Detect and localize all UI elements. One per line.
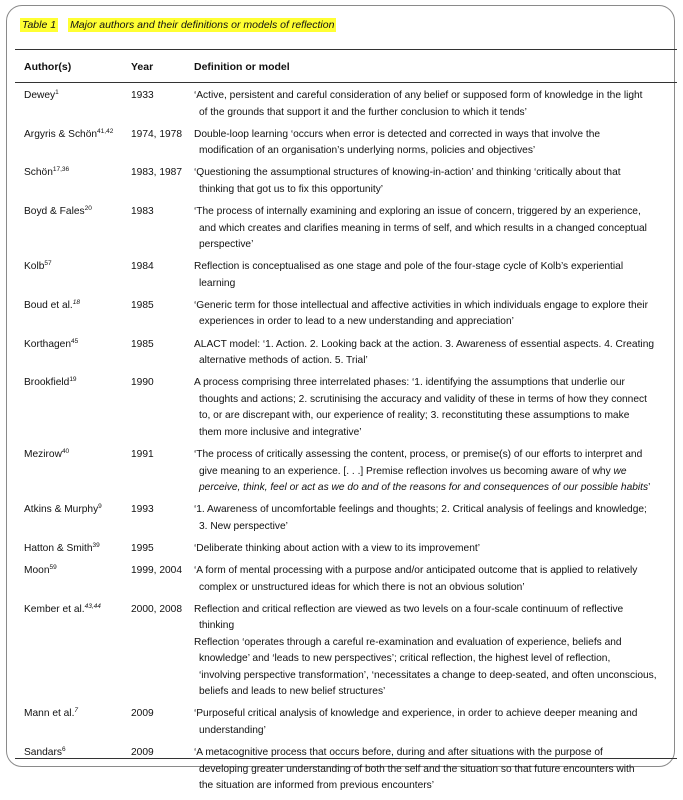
year-cell: 1974, 1978: [131, 128, 182, 140]
reference-superscript: 18: [72, 298, 80, 306]
definition-line: understanding’: [199, 724, 266, 736]
author-name: Mann et al.: [24, 708, 75, 720]
definition-cell: [194, 447, 678, 497]
definition-cell: [194, 259, 678, 292]
definition-line: ‘The process of internally examining and exploring an issue of concern, triggered by an experience,: [194, 206, 641, 218]
definition-line: them more inclusive and integrative’: [199, 426, 362, 438]
year-cell: 1985: [131, 299, 154, 311]
definition-line: modification of an organisation’s underlying norms, policies and objectives’: [199, 145, 536, 157]
author-cell: [24, 563, 128, 580]
author-name: Mezirow: [24, 449, 62, 460]
author-cell: [24, 602, 128, 619]
definition-line: knowledge’ and ‘leads to new perspectives’; critical reflection, the highest level of reflection,: [199, 653, 611, 665]
definition-line: experiences in order to lead to a new understanding and appreciation’: [199, 316, 514, 328]
author-cell: [24, 127, 128, 144]
definition-line: thinking: [199, 620, 235, 632]
definition-cell: [194, 127, 678, 160]
definition-line: ‘1. Awareness of uncomfortable feelings and thoughts; 2. Critical analysis of feelings and knowledge;: [194, 504, 647, 516]
author-cell: [24, 375, 128, 392]
header-author: Author(s): [24, 61, 72, 73]
table-row: [0, 563, 683, 602]
definition-line: ‘A form of mental processing with a purpose and/or anticipated outcome that is applied to relatively: [194, 565, 638, 577]
definition-line: ‘involving perspective transformation’, ‘necessitates a change to deep-seated, and often unconscious,: [199, 669, 657, 681]
definition-line: Double-loop learning ‘occurs when error is detected and corrected in ways that involve the: [194, 128, 601, 140]
definition-line: learning: [199, 277, 236, 289]
definition-line: to, or are discrepant with, our experience of reality; 3. reconstituting these assumptions to make: [199, 410, 630, 422]
reference-superscript: 39: [92, 541, 100, 549]
year-cell: 1990: [131, 377, 154, 389]
reference-superscript: 17,36: [52, 166, 70, 174]
reference-superscript: 9: [98, 503, 102, 511]
definition-line: ‘Questioning the assumptional structures of knowing-in-action’ and thinking ‘critically about that: [194, 167, 621, 179]
table-row: [0, 602, 683, 707]
reference-superscript: 45: [71, 337, 79, 345]
header-bottom-rule: [15, 82, 677, 83]
definition-line: and which creates and clarifies meaning in terms of self, and which results in a changed conceptual: [199, 222, 647, 234]
definition-cell: [194, 602, 678, 701]
definition-line: of the grounds that support it and the further conclusion to which it tends’: [199, 106, 527, 118]
reference-superscript: 57: [44, 260, 52, 268]
definition-cell: [194, 298, 678, 331]
table-row: [0, 502, 683, 541]
definition-cell: [194, 563, 678, 596]
header-top-rule: [15, 49, 677, 50]
definition-cell: [194, 502, 678, 535]
table-row: [0, 165, 683, 204]
reference-superscript: 41,42: [97, 127, 114, 135]
author-cell: [24, 337, 128, 354]
table-row: [0, 259, 683, 298]
definition-line: thoughts and actions; 2. scrutinising the accuracy and validity of these in terms of how they connect: [199, 393, 647, 405]
author-name: Atkins & Murphy: [24, 504, 99, 516]
author-name: Moon: [24, 565, 50, 577]
author-cell: [24, 502, 128, 519]
definition-line: ‘A metacognitive process that occurs before, during and after situations with the purpose of: [194, 747, 603, 759]
year-cell: 1933: [131, 90, 154, 101]
definition-line: alternative methods of action. 5. Trial’: [199, 355, 368, 367]
year-cell: 1995: [131, 542, 154, 554]
definition-line: beliefs and leads to new belief structures’: [199, 686, 386, 698]
table-title: Major authors and their definitions or models of reflection: [70, 19, 335, 31]
definition-line: ‘Active, persistent and careful consideration of any belief or supposed form of knowledge in the light: [194, 90, 643, 101]
author-cell: [24, 541, 128, 558]
definition-cell: [194, 165, 678, 198]
reference-superscript: 1: [55, 89, 59, 96]
year-cell: 1991: [131, 449, 154, 460]
author-cell: [24, 88, 128, 105]
definition-line: developing greater understanding of both the self and the situation so that future encounters with: [199, 763, 635, 775]
reference-superscript: 20: [84, 205, 92, 213]
reference-superscript: 40: [61, 448, 70, 455]
table-body: [0, 88, 683, 800]
definition-line: Reflection and critical reflection are viewed as two levels on a four-scale continuum of reflective: [194, 603, 624, 615]
table-row: [0, 204, 683, 259]
year-cell: 1983: [131, 206, 154, 218]
year-cell: 1984: [131, 261, 154, 273]
table-row: [0, 298, 683, 337]
author-name: Boud et al.: [24, 299, 73, 311]
definition-cell: [194, 337, 678, 370]
table-row: [0, 88, 683, 127]
definition-line: Reflection is conceptualised as one stage and pole of the four-stage cycle of Kolb’s experiential: [194, 261, 624, 273]
table-caption: [20, 18, 336, 32]
author-cell: [24, 204, 128, 221]
year-cell: 1993: [131, 504, 154, 516]
definition-line: 3. New perspective’: [199, 520, 288, 532]
author-cell: [24, 298, 128, 315]
year-cell: 2009: [131, 708, 154, 720]
definition-line: ‘Purposeful critical analysis of knowledge and experience, in order to achieve deeper meaning and: [194, 708, 638, 720]
author-cell: [24, 259, 128, 276]
table-label: Table 1: [22, 19, 57, 31]
author-name: Argyris & Schön: [24, 128, 98, 140]
reference-superscript: 59: [49, 564, 57, 572]
definition-line: thinking that got us to fix this opportunity’: [199, 183, 384, 195]
author-name: Kember et al.: [24, 603, 85, 615]
definition-cell: [194, 745, 678, 795]
reference-superscript: 43,44: [84, 602, 101, 610]
definition-line: Reflection ‘operates through a careful re-examination and evaluation of experience, beliefs and: [194, 636, 622, 648]
header-year: Year: [131, 61, 154, 73]
reference-superscript: 7: [74, 707, 79, 715]
author-name: Brookfield: [24, 377, 70, 389]
definition-line: ALACT model: ‘1. Action. 2. Looking back at the action. 3. Awareness of essential aspects. 4. Creating: [194, 338, 655, 350]
author-name: Schön: [24, 167, 53, 179]
reference-superscript: 6: [61, 746, 66, 754]
definition-line: ‘The process of critically assessing the content, process, or premise(s) of our efforts to interpret and: [194, 449, 643, 460]
author-cell: [24, 706, 128, 723]
definition-line: perspective’: [199, 239, 254, 251]
definition-cell: [194, 375, 678, 441]
author-name: Korthagen: [24, 338, 72, 350]
table-bottom-rule: [15, 758, 677, 759]
author-name: Sandars: [24, 747, 62, 759]
year-cell: 2009: [131, 747, 154, 759]
definition-cell: [194, 706, 678, 739]
author-cell: [24, 745, 128, 762]
definition-line: perceive, think, feel or act as we do and of the reasons for and consequences of our possible habits’: [199, 482, 651, 493]
definition-line: ‘Generic term for those intellectual and affective activities in which individuals engage to explore their: [194, 299, 648, 311]
year-cell: 1983, 1987: [131, 167, 182, 179]
definition-line: the situation are informed from previous encounters’: [199, 780, 434, 792]
table-row: [0, 337, 683, 376]
author-name: Boyd & Fales: [24, 206, 85, 218]
table-row: [0, 127, 683, 166]
definition-line: A process comprising three interrelated phases: ‘1. identifying the assumptions that underlie our: [194, 377, 625, 389]
reference-superscript: 19: [69, 376, 77, 384]
table-row: [0, 706, 683, 745]
table-row: [0, 375, 683, 447]
definition-line: give meaning to an experience. [. . .] Premise reflection involves us becoming aware of why we: [199, 465, 627, 477]
table-row: [0, 447, 683, 502]
author-name: Hatton & Smith: [24, 542, 93, 554]
table-row: [0, 541, 683, 563]
header-definition: Definition or model: [194, 61, 290, 73]
definition-line: complex or unstructured ideas for which there is not an obvious solution’: [199, 581, 525, 593]
author-cell: [24, 447, 128, 464]
year-cell: 1985: [131, 338, 154, 350]
year-cell: 1999, 2004: [131, 565, 182, 577]
author-name: Kolb: [24, 261, 45, 273]
author-cell: [24, 165, 128, 182]
definition-cell: [194, 88, 678, 121]
definition-line: ‘Deliberate thinking about action with a view to its improvement’: [194, 542, 480, 554]
definition-cell: [194, 541, 678, 558]
definition-cell: [194, 204, 678, 254]
year-cell: 2000, 2008: [131, 603, 182, 615]
author-name: Dewey: [24, 90, 56, 101]
